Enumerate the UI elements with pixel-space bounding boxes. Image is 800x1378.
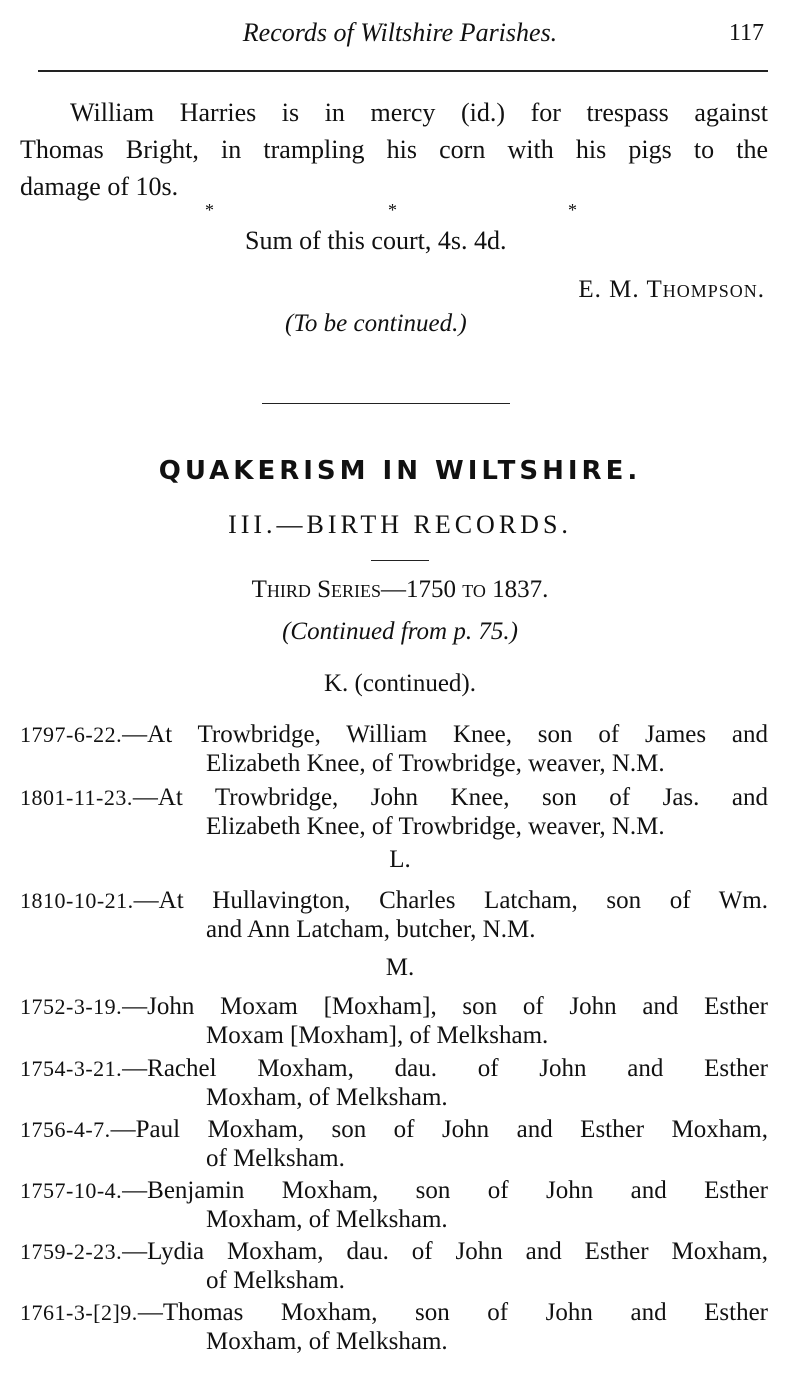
continued-from: (Continued from p. 75.) (282, 618, 518, 645)
sum-of-court: Sum of this court, 4s. 4d. (245, 226, 507, 255)
entry-date: 1759-2-23. (20, 1239, 123, 1264)
birth-entry (20, 992, 768, 1050)
entry-continuation: of Melksham. (206, 1267, 345, 1294)
section-divider (262, 403, 510, 404)
running-header-title: Records of Wiltshire Parishes. (242, 18, 558, 47)
entry-continuation: Moxam [Moxham], of Melksham. (206, 1022, 549, 1049)
entry-continuation: Elizabeth Knee, of Trowbridge, weaver, N.M. (206, 813, 665, 840)
asterisk-1: * (205, 200, 214, 220)
asterisk-2: * (388, 200, 397, 220)
paragraph-line-1: William Harries is in mercy (id.) for trespass against (70, 98, 768, 127)
birth-entry (20, 783, 768, 841)
letter-heading-l: L. (389, 846, 411, 873)
entry-text: —John Moxam [Moxham], son of John and Esther (122, 993, 768, 1020)
entry-continuation: of Melksham. (206, 1145, 345, 1172)
series-heading: Third Series—1750 to 1837. (251, 576, 549, 603)
entry-date: 1752-3-19. (20, 994, 123, 1019)
birth-entry (20, 1176, 768, 1234)
birth-entry (20, 1115, 768, 1173)
entry-date: 1756-4-7. (20, 1117, 111, 1142)
entry-text: —Rachel Moxham, dau. of John and Esther (122, 1055, 768, 1082)
entry-continuation: Moxham, of Melksham. (206, 1328, 448, 1355)
birth-entry (20, 886, 768, 944)
entry-continuation: Moxham, of Melksham. (206, 1206, 448, 1233)
birth-entry (20, 1298, 768, 1356)
entry-text: —At Trowbridge, William Knee, son of James and (122, 721, 768, 748)
entry-continuation: Elizabeth Knee, of Trowbridge, weaver, N.M. (206, 750, 665, 777)
letter-heading-m: M. (385, 954, 415, 981)
entry-date: 1754-3-21. (20, 1056, 123, 1081)
paragraph-line-3: damage of 10s. (20, 172, 179, 201)
entry-text: —Paul Moxham, son of John and Esther Moxham, (110, 1116, 768, 1143)
entry-date: 1797-6-22. (20, 722, 123, 747)
entry-date: 1801-11-23. (20, 785, 133, 810)
entry-text: —Lydia Moxham, dau. of John and Esther Moxham, (122, 1238, 768, 1265)
page-number: 117 (728, 20, 764, 46)
subtitle-rule (371, 560, 429, 561)
entry-continuation: and Ann Latcham, butcher, N.M. (206, 916, 536, 943)
to-be-continued: (To be continued.) (285, 310, 467, 337)
entry-continuation: Moxham, of Melksham. (206, 1084, 448, 1111)
letter-heading-k: K. (continued). (323, 670, 477, 697)
section-title: QUAKERISM IN WILTSHIRE. (158, 456, 642, 486)
entry-date: 1761-3-[2]9. (20, 1300, 138, 1325)
asterisk-3: * (568, 200, 577, 220)
entry-date: 1757-10-4. (20, 1178, 123, 1203)
paragraph-line-2: Thomas Bright, in trampling his corn with his pigs to the (20, 135, 768, 164)
author-signature: E. M. Thompson. (578, 276, 765, 303)
entry-date: 1810-10-21. (20, 888, 134, 913)
header-rule (38, 70, 768, 72)
birth-entry (20, 1054, 768, 1112)
birth-entry (20, 720, 768, 778)
entry-text: —At Trowbridge, John Knee, son of Jas. and (132, 784, 768, 811)
entry-text: —At Hullavington, Charles Latcham, son of Wm. (133, 887, 768, 914)
entry-text: —Benjamin Moxham, son of John and Esther (122, 1177, 768, 1204)
section-subtitle: III.—BIRTH RECORDS. (228, 510, 572, 539)
trespass-paragraph (20, 94, 768, 205)
birth-entry (20, 1237, 768, 1295)
entry-text: —Thomas Moxham, son of John and Esther (137, 1299, 768, 1326)
